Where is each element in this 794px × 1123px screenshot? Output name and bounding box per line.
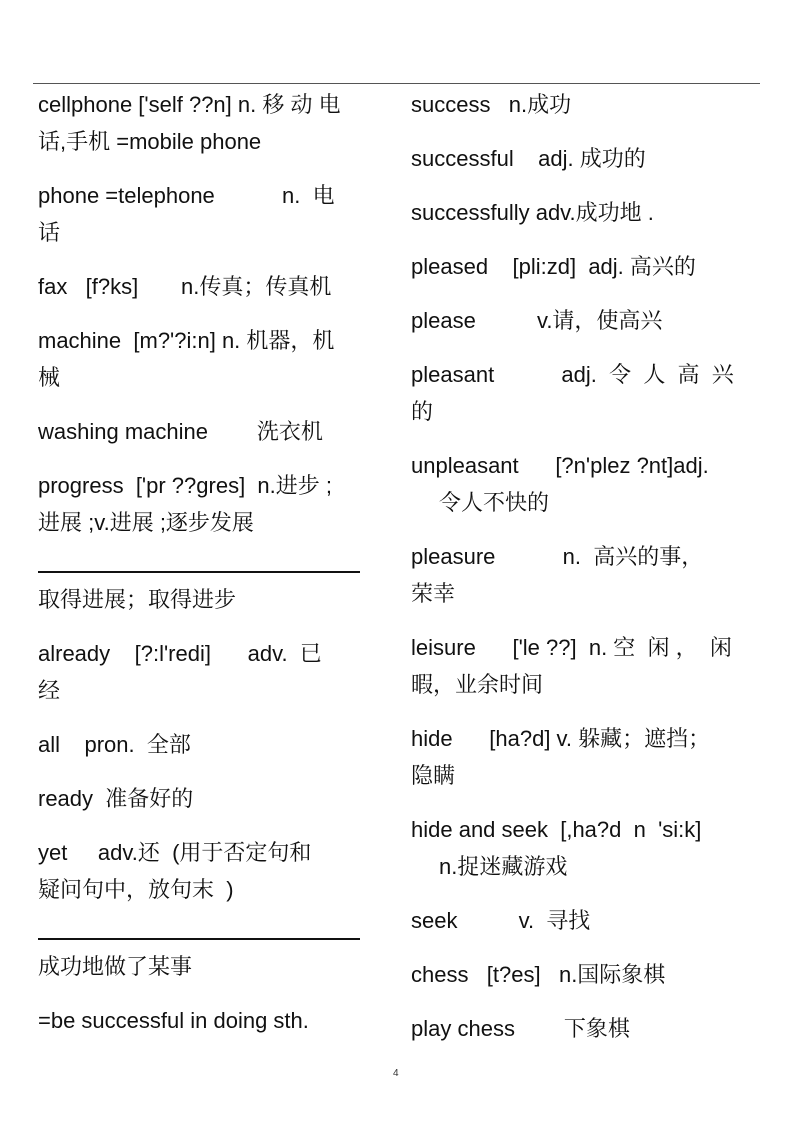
vocab-line: successfully adv.成功地 . <box>411 200 654 225</box>
vocab-entry <box>38 177 380 251</box>
vocab-entry <box>411 302 751 339</box>
vocab-line: washing machine 洗衣机 <box>38 419 323 444</box>
vocab-entry <box>411 356 751 430</box>
vocab-line: 经 <box>38 678 61 703</box>
vocab-entry <box>411 248 751 285</box>
vocab-line: progress ['pr ??gres] n.进步 ; <box>38 473 332 498</box>
vocab-line: unpleasant [?n'plez ?nt]adj. <box>411 453 709 478</box>
vocab-entry <box>411 902 751 939</box>
vocab-entry <box>411 720 751 794</box>
vocab-line: successful adj. 成功的 <box>411 146 646 171</box>
vocab-line: phone =telephone n. 电 <box>38 183 335 208</box>
vocab-line: 成功地做了某事 <box>38 954 193 979</box>
vocab-line: already [?:l'redi] adv. 已 <box>38 641 322 666</box>
vocab-line: cellphone ['self ??n] n. 移 动 电 <box>38 92 341 117</box>
vocab-line: 话,手机 =mobile phone <box>38 129 262 154</box>
vocab-line: n.捉迷藏游戏 <box>439 854 568 879</box>
vocab-line: 取得进展；取得进步 <box>38 587 237 612</box>
vocab-entry <box>38 834 380 908</box>
section-divider <box>38 938 360 940</box>
vocab-entry <box>411 447 751 521</box>
page-number: 4 <box>393 1068 399 1079</box>
vocab-line: pleased [pli:zd] adj. 高兴的 <box>411 254 696 279</box>
top-rule <box>33 83 760 84</box>
vocab-line: 话 <box>38 220 61 245</box>
vocab-entry <box>411 86 751 123</box>
vocab-entry <box>38 268 380 305</box>
vocab-line: all pron. 全部 <box>38 732 191 757</box>
vocab-line: 令人不快的 <box>439 490 550 515</box>
right-column <box>411 86 751 1064</box>
vocab-entry <box>411 194 751 231</box>
vocab-entry <box>38 1002 380 1039</box>
vocab-entry <box>38 86 380 160</box>
left-column <box>38 86 380 1056</box>
vocab-entry <box>38 948 380 985</box>
vocab-line: seek v. 寻找 <box>411 908 591 933</box>
vocab-entry <box>411 811 751 885</box>
vocab-entry <box>38 467 380 541</box>
vocab-entry <box>38 780 380 817</box>
vocab-entry <box>411 1010 751 1047</box>
vocab-line: hide and seek [,ha?d n 'si:k] <box>411 817 702 842</box>
vocab-line: 疑问句中，放句末 ) <box>38 877 234 902</box>
vocab-entry <box>411 629 751 703</box>
vocab-line: play chess 下象棋 <box>411 1016 630 1041</box>
vocab-line: 荣幸 <box>411 581 456 606</box>
vocab-entry <box>411 956 751 993</box>
vocab-line: fax [f?ks] n.传真；传真机 <box>38 274 332 299</box>
vocab-line: 暇，业余时间 <box>411 672 544 697</box>
vocab-line: success n.成功 <box>411 92 572 117</box>
vocab-entry <box>411 140 751 177</box>
vocab-line: machine [m?'?i:n] n. 机器，机 <box>38 328 335 353</box>
vocab-entry <box>38 581 380 618</box>
vocab-line: please v.请，使高兴 <box>411 308 663 333</box>
vocab-line: pleasant adj. 令 人 高 兴 <box>411 362 734 387</box>
vocab-line: yet adv.还 (用于否定句和 <box>38 840 312 865</box>
vocab-entry <box>38 322 380 396</box>
vocab-entry <box>38 635 380 709</box>
vocab-line: 隐瞒 <box>411 763 456 788</box>
vocab-entry <box>411 538 751 612</box>
vocab-line: leisure ['le ??] n. 空 闲 ， 闲 <box>411 635 732 660</box>
vocab-entry <box>38 413 380 450</box>
vocab-line: 的 <box>411 399 434 424</box>
vocab-line: pleasure n. 高兴的事， <box>411 544 704 569</box>
vocab-line: 进展 ;v.进展 ;逐步发展 <box>38 510 254 535</box>
vocab-entry <box>38 726 380 763</box>
vocab-line: =be successful in doing sth. <box>38 1008 309 1033</box>
vocab-line: hide [ha?d] v. 躲藏；遮挡； <box>411 726 711 751</box>
vocab-line: chess [t?es] n.国际象棋 <box>411 962 666 987</box>
vocab-line: ready 准备好的 <box>38 786 194 811</box>
section-divider <box>38 571 360 573</box>
vocab-line: 械 <box>38 365 61 390</box>
